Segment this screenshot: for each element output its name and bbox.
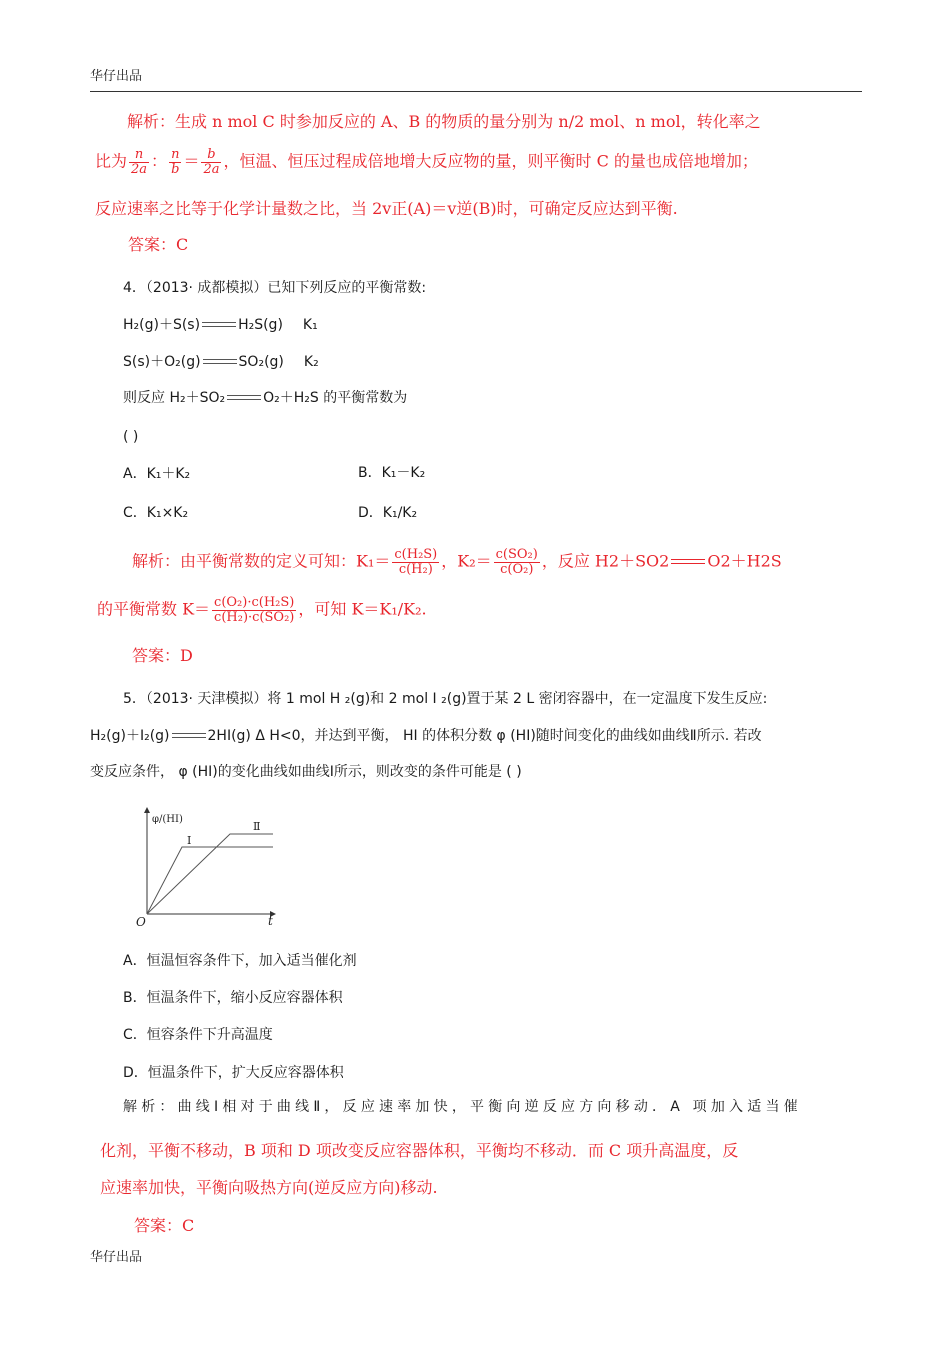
q3-frac2 bbox=[169, 148, 181, 176]
footer-publisher: 华仔出品 bbox=[90, 1250, 143, 1265]
q4-analysis-line1 bbox=[132, 548, 782, 576]
q4-option-d: D．K₁/K₂ bbox=[358, 505, 418, 521]
q3-frac3 bbox=[201, 148, 221, 176]
q5-stem2-left: H₂(g)＋I₂(g) bbox=[90, 728, 170, 744]
q4-k1-den: c(H₂) bbox=[398, 561, 433, 577]
chart-curve-2-label: Ⅱ bbox=[253, 820, 261, 833]
equilibrium-arrow-icon bbox=[202, 321, 236, 329]
q5-option-c: C．恒容条件下升高温度 bbox=[123, 1027, 273, 1043]
q3-equals: ＝ bbox=[183, 151, 200, 171]
q3-frac3-den: 2a bbox=[203, 161, 220, 177]
q5-analysis-line3: 应速率加快，平衡向吸热方向(逆反应方向)移动. bbox=[100, 1178, 438, 1197]
q3-frac1 bbox=[129, 148, 149, 176]
q4-k2-frac bbox=[494, 548, 540, 576]
q5-stem-line2 bbox=[90, 729, 762, 743]
q4-an2-suffix: ，可知 K＝K₁/K₂. bbox=[298, 599, 427, 619]
q3-line2-prefix: 比为 bbox=[95, 151, 128, 171]
q5-option-d: D．恒温条件下，扩大反应容器体积 bbox=[123, 1065, 344, 1081]
q4-k2-num: c(SO₂) bbox=[495, 547, 538, 562]
q5-stem-line3: 变反应条件， φ (HI)的变化曲线如曲线Ⅰ所示，则改变的条件可能是 ( ) bbox=[90, 764, 522, 780]
q4-option-b: B．K₁－K₂ bbox=[358, 465, 426, 481]
q3-frac2-num: n bbox=[171, 147, 180, 162]
q3-colon: ： bbox=[151, 151, 168, 171]
q4-k-frac bbox=[212, 596, 296, 624]
q4-paren: ( ) bbox=[123, 429, 139, 445]
q4-stem: 4．（2013· 成都模拟）已知下列反应的平衡常数: bbox=[123, 280, 427, 296]
header-publisher: 华仔出品 bbox=[90, 69, 143, 84]
chart-y-label: φ/(HI) bbox=[152, 814, 183, 825]
q4-ask-right: O₂＋H₂S 的平衡常数为 bbox=[263, 390, 408, 406]
q3-frac1-num: n bbox=[129, 148, 149, 163]
q3-frac2-den: b bbox=[171, 161, 180, 177]
q3-frac3-num: b bbox=[201, 148, 221, 163]
q3-analysis-line1: 解析：生成 n mol C 时参加反应的 A、B 的物质的量分别为 n/2 mol、n mol，转化率之 bbox=[127, 112, 761, 131]
q4-k2-den: c(O₂) bbox=[500, 561, 534, 577]
q3-frac1-den: 2a bbox=[131, 161, 148, 177]
q4-k-den: c(H₂)·c(SO₂) bbox=[214, 609, 295, 625]
chart-curve-1 bbox=[147, 847, 273, 914]
q5-analysis-line1: 解析：曲线Ⅰ相对于曲线Ⅱ，反应速率加快，平衡向逆反应方向移动．A 项加入适当催 bbox=[123, 1099, 802, 1115]
q5-option-a: A．恒温恒容条件下，加入适当催化剂 bbox=[123, 953, 357, 969]
q4-r2-k: K₂ bbox=[303, 354, 319, 370]
equilibrium-arrow-icon bbox=[203, 358, 237, 366]
q4-r1-right: H₂S(g) bbox=[238, 317, 283, 333]
chart-curve-1-label: Ⅰ bbox=[187, 834, 192, 847]
q4-ask-left: 则反应 H₂＋SO₂ bbox=[123, 390, 226, 406]
q5-phi-chart bbox=[130, 800, 290, 930]
q3-answer: 答案：C bbox=[128, 235, 189, 254]
q4-k2-label: ，K₂＝ bbox=[441, 551, 492, 571]
q3-analysis-line3: 反应速率之比等于化学计量数之比，当 2v正(A)＝v逆(B)时，可确定反应达到平衡. bbox=[95, 199, 678, 218]
q3-analysis-line2 bbox=[95, 148, 758, 176]
equilibrium-arrow-icon bbox=[172, 732, 206, 740]
q4-r2-left: S(s)＋O₂(g) bbox=[123, 354, 201, 370]
chart-curve-2 bbox=[147, 834, 273, 914]
q5-analysis-line2: 化剂，平衡不移动，B 项和 D 项改变反应容器体积，平衡均不移动．而 C 项升高温度，反 bbox=[100, 1141, 739, 1160]
q4-an-mid: ，反应 H2＋SO2 bbox=[541, 551, 670, 571]
q4-an-prefix: 解析：由平衡常数的定义可知：K₁＝ bbox=[132, 551, 391, 571]
q4-option-c: C．K₁×K₂ bbox=[123, 505, 189, 521]
q5-stem-line1: 5．（2013· 天津模拟）将 1 mol H ₂(g)和 2 mol I ₂(g)置于某 2 L 密闭容器中，在一定温度下发生反应: bbox=[123, 691, 768, 707]
q4-analysis-line2 bbox=[97, 596, 427, 624]
equilibrium-arrow-icon bbox=[227, 394, 261, 402]
chart-x-label: t bbox=[268, 914, 273, 928]
q3-line2-suffix: ，恒温、恒压过程成倍地增大反应物的量，则平衡时 C 的量也成倍地增加； bbox=[223, 151, 758, 171]
q4-option-a: A．K₁＋K₂ bbox=[123, 466, 191, 482]
q4-k-num: c(O₂)·c(H₂S) bbox=[214, 595, 295, 610]
header-rule bbox=[90, 91, 862, 92]
q4-reaction2 bbox=[123, 355, 319, 369]
q4-reaction1 bbox=[123, 318, 318, 332]
q5-stem2-right: 2HI(g) Δ H<0，并达到平衡， HI 的体积分数 φ (HI)随时间变化的曲线如曲线Ⅱ所示. 若改 bbox=[207, 728, 762, 744]
q5-option-b: B．恒温条件下，缩小反应容器体积 bbox=[123, 990, 343, 1006]
equilibrium-arrow-icon bbox=[671, 558, 705, 566]
q5-answer: 答案：C bbox=[134, 1216, 195, 1235]
q4-answer: 答案：D bbox=[132, 646, 193, 665]
q4-k1-frac bbox=[392, 548, 439, 576]
q4-r1-k: K₁ bbox=[302, 317, 318, 333]
q4-ask bbox=[123, 391, 407, 405]
chart-origin-label: O bbox=[136, 915, 146, 929]
q4-k1-num: c(H₂S) bbox=[394, 547, 438, 562]
q4-r1-left: H₂(g)＋S(s) bbox=[123, 317, 201, 333]
q4-an2-prefix: 的平衡常数 K＝ bbox=[97, 599, 211, 619]
q4-r2-right: SO₂(g) bbox=[238, 354, 284, 370]
q4-an-end: O2＋H2S bbox=[707, 551, 782, 571]
